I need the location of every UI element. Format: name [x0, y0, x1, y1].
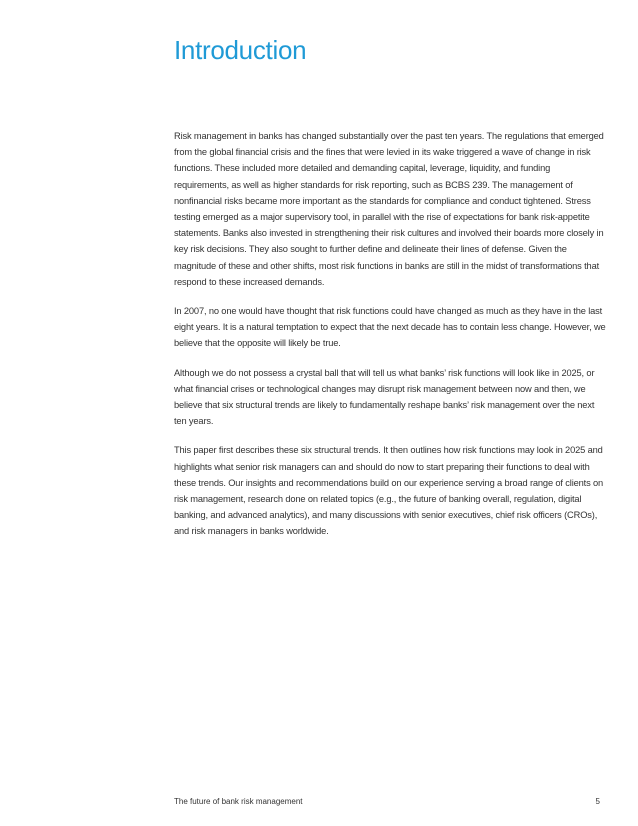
paragraph-2: In 2007, no one would have thought that risk functions could have changed as much as they have in the last eight years. It is a natural temptation to expect that the next decade has to contain less change. However, we believe that the opposite will likely be true.: [174, 306, 606, 349]
body-text: [174, 128, 606, 553]
paragraph-1: Risk management in banks has changed substantially over the past ten years. The regulations that emerged from the global financial crisis and the fines that were levied in its wake triggered a wave of change in risk functions. These included more detailed and demanding capital, leverage, liquidity, and funding requirements, as well as higher standards for risk reporting, such as BCBS 239. The management of nonfinancial risks became more important as the standards for compliance and conduct tightened. Stress testing emerged as a major supervisory tool, in parallel with the rise of expectations for bank risk-appetite statements. Banks also invested in strengthening their risk cultures and involved their boards more closely in key risk decisions. They also sought to further define and delineate their lines of defense. Given the magnitude of these and other shifts, most risk functions in banks are still in the midst of transformations that respond to these increased demands.: [174, 131, 604, 287]
paragraph-4: This paper first describes these six structural trends. It then outlines how risk functions may look in 2025 and highlights what senior risk managers can and should do now to start preparing their functions to deal with these trends. Our insights and recommendations build on our experience serving a broad range of clients on risk management, research done on related topics (e.g., the future of banking overall, regulation, digital banking, and advanced analytics), and many discussions with senior executives, chief risk officers (CROs), and risk managers in banks worldwide.: [174, 445, 604, 537]
paragraph-3: Although we do not possess a crystal ball that will tell us what banks’ risk functions will look like in 2025, or what financial crises or technological changes may disrupt risk management between now and then, we believe that six structural trends are likely to fundamentally reshape banks’ risk management over the next ten years.: [174, 367, 595, 427]
footer-document-title: The future of bank risk management: [174, 797, 303, 806]
footer-page-number: 5: [595, 797, 600, 806]
page-title: Introduction: [174, 35, 307, 65]
